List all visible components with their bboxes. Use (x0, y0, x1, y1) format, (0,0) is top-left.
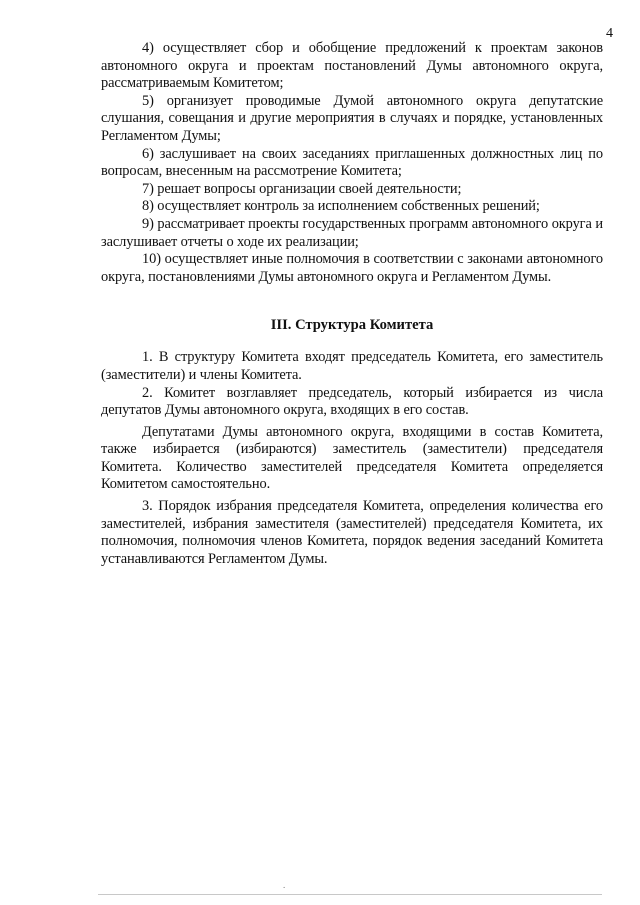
section-paragraph: 2. Комитет возглавляет председатель, который избирается из числа депутатов Думы автономного округа, входящих в его состав. (101, 384, 603, 419)
list-item: 8) осуществляет контроль за исполнением собственных решений; (142, 198, 540, 215)
section-paragraph: 1. В структуру Комитета входят председатель Комитета, его заместитель (заместители) и члены Комитета. (101, 349, 603, 383)
section-body (101, 349, 603, 568)
page-body (101, 40, 603, 568)
list-item: 10) осуществляет иные полномочия в соответствии с законами автономного округа, постановлениями Думы автономного округа и Регламентом Думы. (101, 251, 603, 285)
list-item: 7) решает вопросы организации своей деятельности; (142, 180, 462, 197)
section-title: III. Структура Комитета (270, 317, 434, 334)
powers-list (101, 40, 603, 286)
scan-mark: . (283, 880, 286, 890)
list-item: 9) рассматривает проекты государственных программ автономного округа и заслушивает отчеты о ходе их реализации; (101, 215, 603, 250)
section-paragraph: 3. Порядок избрания председателя Комитета, определения количества его заместителей, избрания заместителя (заместителей) председателя Комитета, их полномочия, полномочия членов Комитета, порядок ведения заседаний Комитета устанавливаются Регламентом Думы. (101, 498, 603, 567)
list-item: 5) организует проводимые Думой автономного округа депутатские слушания, совещания и другие мероприятия в случаях и порядке, установленных Регламентом Думы; (101, 92, 603, 144)
section-paragraph: Депутатами Думы автономного округа, входящими в состав Комитета, также избирается (избираются) заместитель (заместители) председателя Комитета. Количество заместителей председателя Комитета определяется Комитетом самостоятельно. (101, 423, 603, 493)
list-item: 6) заслушивает на своих заседаниях приглашенных должностных лиц по вопросам, внесенным на рассмотрение Комитета; (101, 145, 603, 180)
list-item: 4) осуществляет сбор и обобщение предложений к проектам законов автономного округа и проектам постановлений Думы автономного округа, рассматриваемым Комитетом; (101, 40, 603, 92)
footer-rule (98, 894, 602, 895)
page-number: 4 (606, 26, 613, 41)
